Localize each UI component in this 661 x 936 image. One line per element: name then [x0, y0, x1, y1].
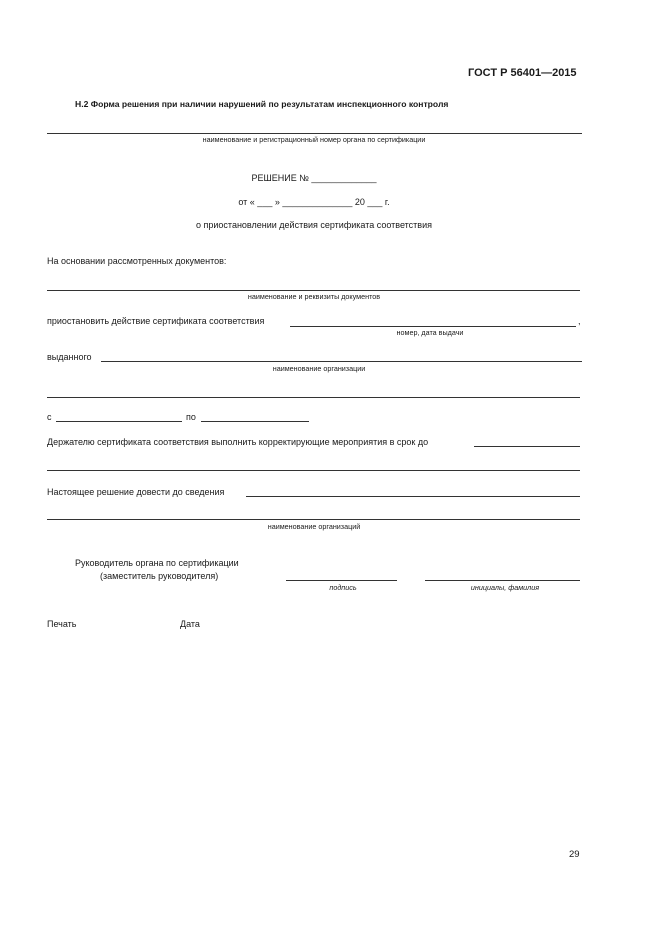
notify-field-line[interactable] — [246, 496, 580, 497]
basis-label: На основании рассмотренных документов: — [47, 256, 227, 266]
notify-label: Настоящее решение довести до сведения — [47, 487, 225, 497]
suspend-label: приостановить действие сертификата соответствия — [47, 316, 265, 326]
issued-caption: наименование организации — [272, 364, 366, 373]
page-number: 29 — [569, 849, 580, 860]
suspend-comma: , — [578, 316, 581, 326]
signature-caption: подпись — [329, 583, 357, 592]
section-title: Н.2 Форма решения при наличии нарушений по результатам инспекционного контроля — [75, 99, 449, 109]
period-to-field-line[interactable] — [201, 421, 309, 422]
organization-field-line[interactable] — [47, 133, 582, 134]
period-from-field-line[interactable] — [56, 421, 182, 422]
issued-label: выданного — [47, 352, 92, 362]
document-code: ГОСТ Р 56401—2015 — [468, 67, 577, 79]
period-to-label: по — [186, 412, 196, 422]
suspend-caption: номер, дата выдачи — [396, 328, 464, 337]
decision-subject: о приостановлении действия сертификата соответствия — [196, 220, 432, 230]
decision-date: от « ___ » ______________ 20 ___ г. — [238, 197, 390, 207]
notify-extra-field-line[interactable] — [47, 519, 580, 520]
notify-caption: наименование организаций — [267, 522, 361, 531]
stamp-label: Печать — [47, 619, 77, 629]
holder-extra-field-line[interactable] — [47, 470, 580, 471]
basis-field-line[interactable] — [47, 290, 580, 291]
name-field-line[interactable] — [425, 580, 580, 581]
blank-field-line[interactable] — [47, 397, 580, 398]
organization-caption: наименование и регистрационный номер органа по сертификации — [202, 135, 426, 144]
signatory-role-line1: Руководитель органа по сертификации — [75, 558, 239, 568]
date-label: Дата — [180, 619, 200, 629]
signatory-role-line2: (заместитель руководителя) — [100, 571, 219, 581]
holder-label: Держателю сертификата соответствия выполнить корректирующие мероприятия в срок до — [47, 437, 429, 447]
holder-deadline-field-line[interactable] — [474, 446, 580, 447]
signature-field-line[interactable] — [286, 580, 397, 581]
certificate-number-field-line[interactable] — [290, 326, 576, 327]
decision-title: РЕШЕНИЕ № _____________ — [251, 173, 377, 183]
period-from-label: с — [47, 412, 52, 422]
issued-organization-field-line[interactable] — [101, 361, 582, 362]
basis-caption: наименование и реквизиты документов — [247, 292, 381, 301]
name-caption: инициалы, фамилия — [470, 583, 540, 592]
